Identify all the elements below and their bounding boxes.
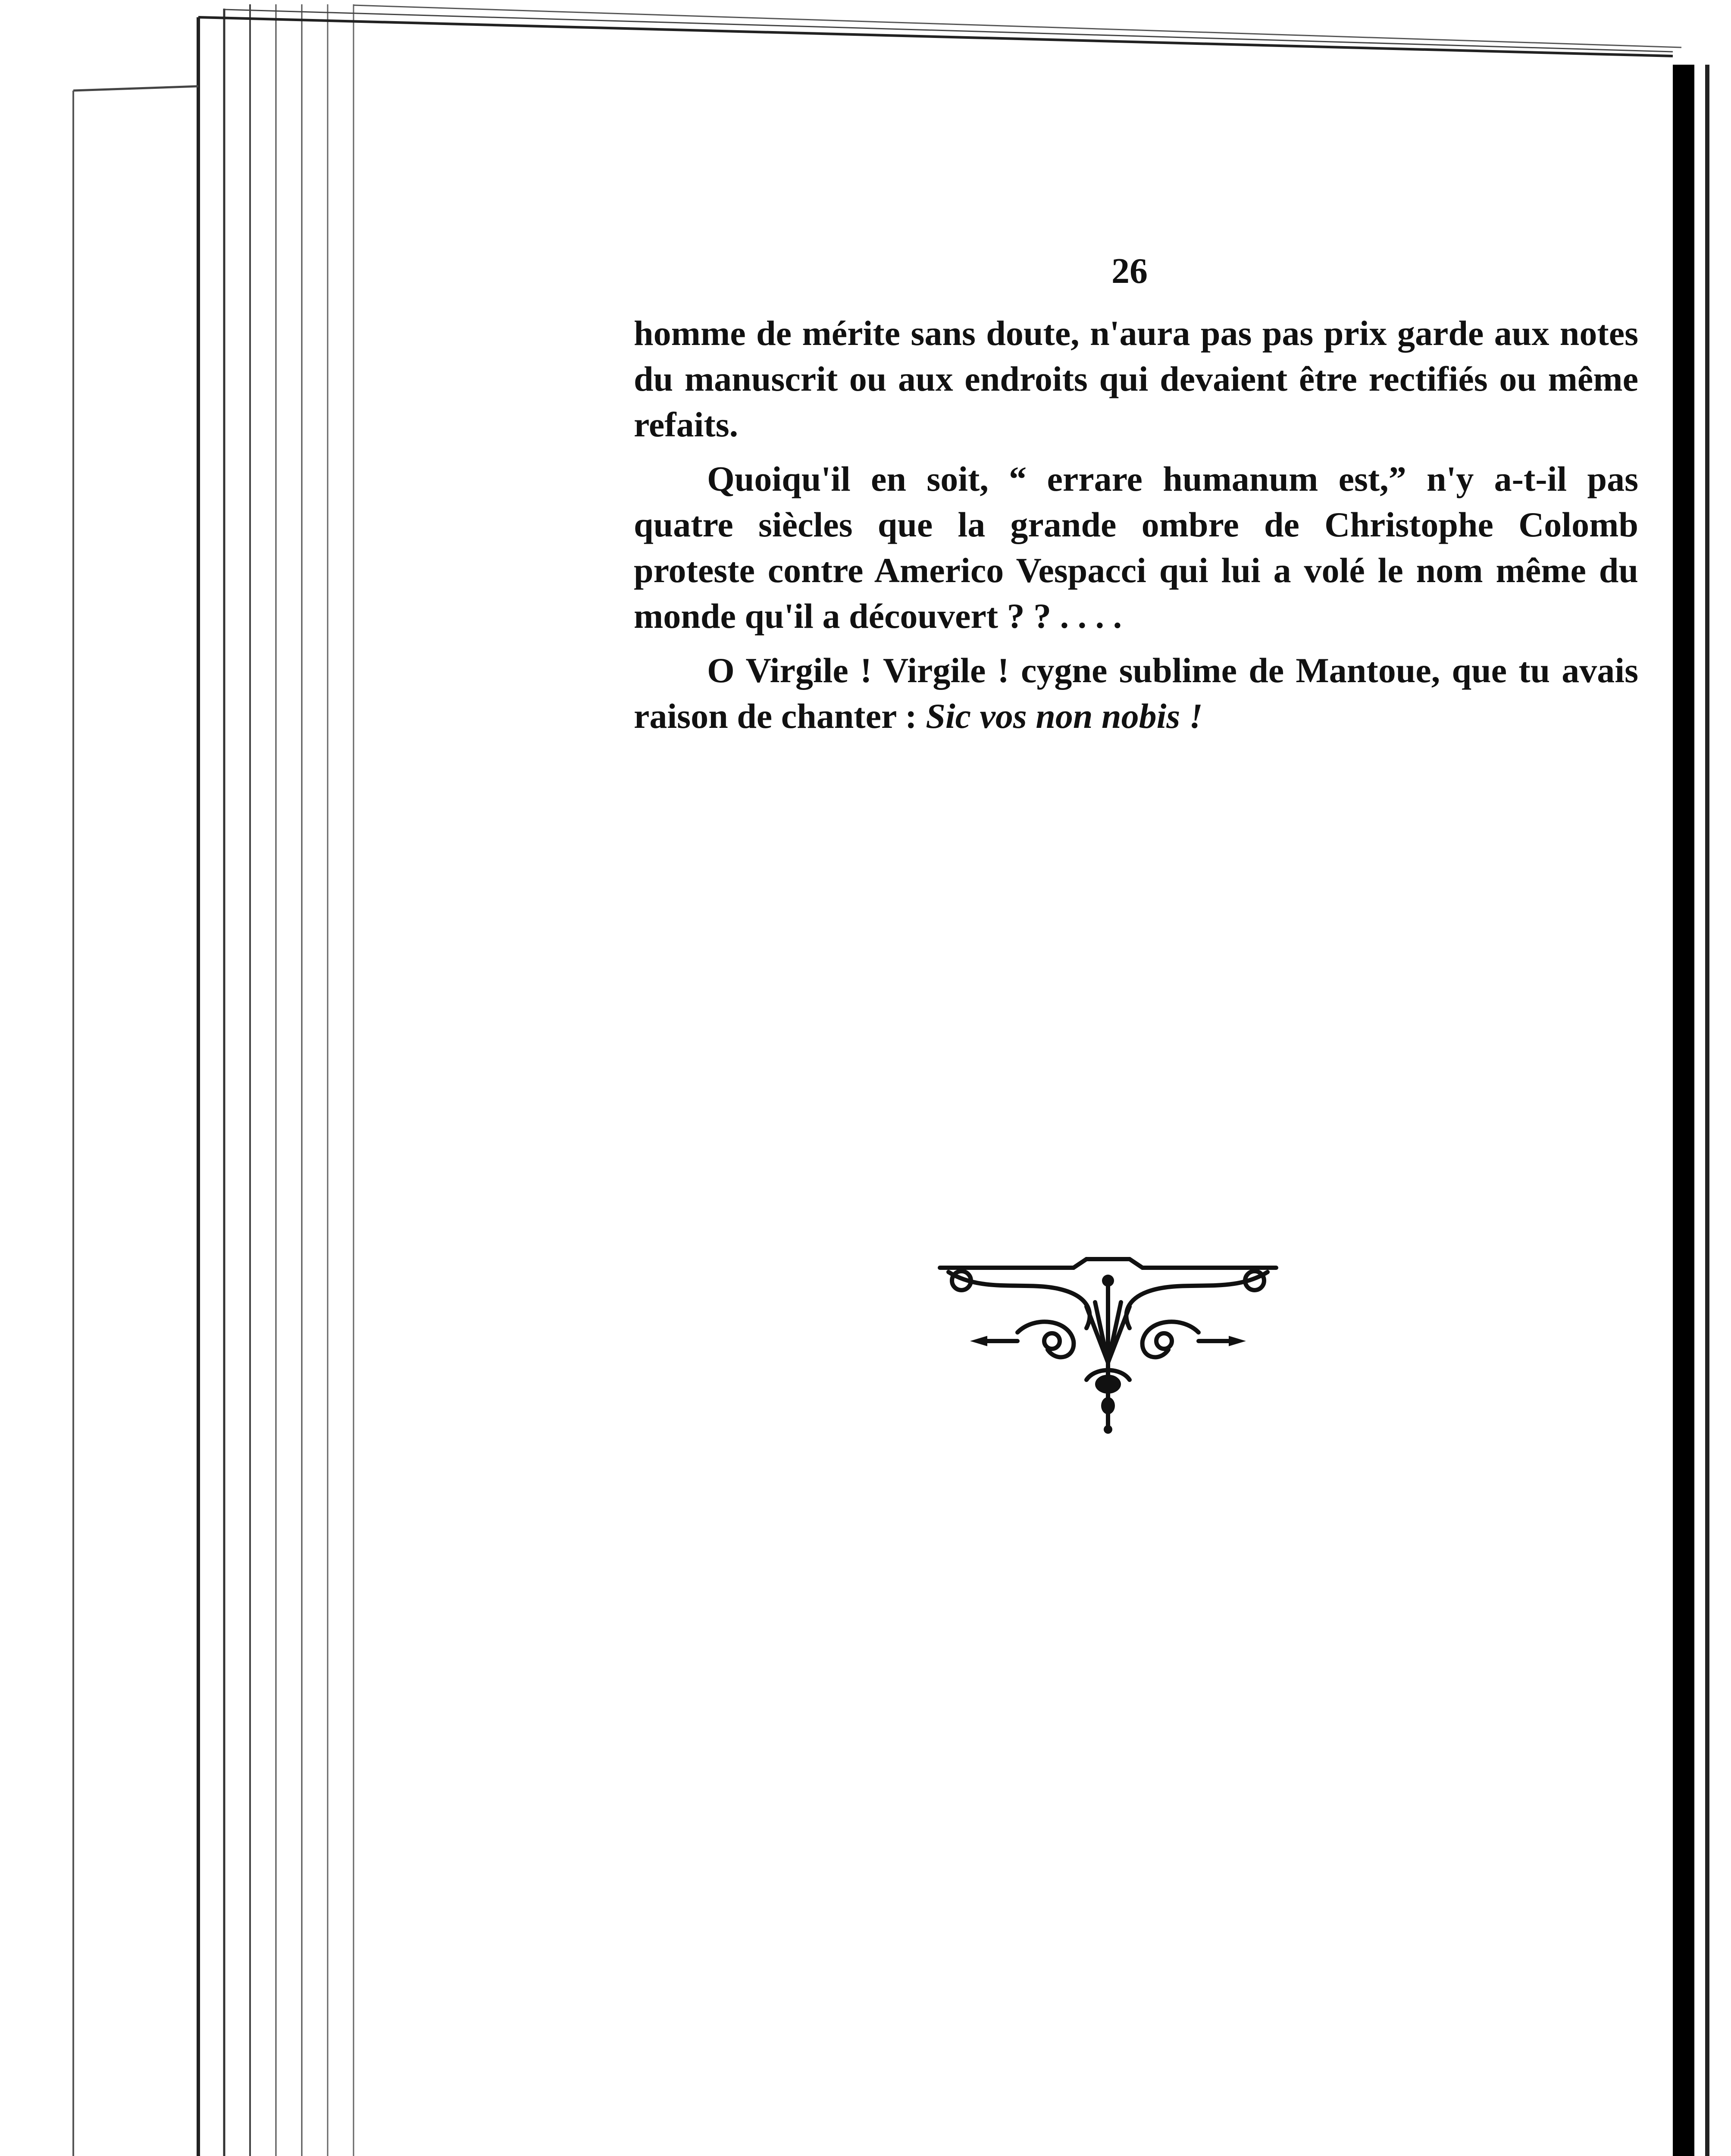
page-number: 26 — [1111, 251, 1148, 291]
paragraph-3 — [634, 648, 1638, 739]
latin-quote: Sic vos non nobis ! — [926, 696, 1203, 736]
paragraph-2: Quoiqu'il en soit, “ errare humanum est,” n'y a-t-il pas quatre siècles que la grande ombre de Christophe Colomb proteste contre Americo Vespacci qui lui a volé le nom même du monde qu'il a découvert ? ? . . . . — [634, 459, 1638, 636]
floral-tailpiece-icon — [931, 1255, 1285, 1436]
page-body — [634, 310, 1638, 739]
paragraph-3-text: O Virgile ! Virgile ! cygne sublime de Mantoue, que tu avais raison de chanter : — [634, 651, 1638, 736]
paragraph-1: homme de mérite sans doute, n'aura pas pas prix garde aux notes du manuscrit ou aux endroits qui devaient être rectifiés ou même refaits. — [634, 313, 1638, 444]
